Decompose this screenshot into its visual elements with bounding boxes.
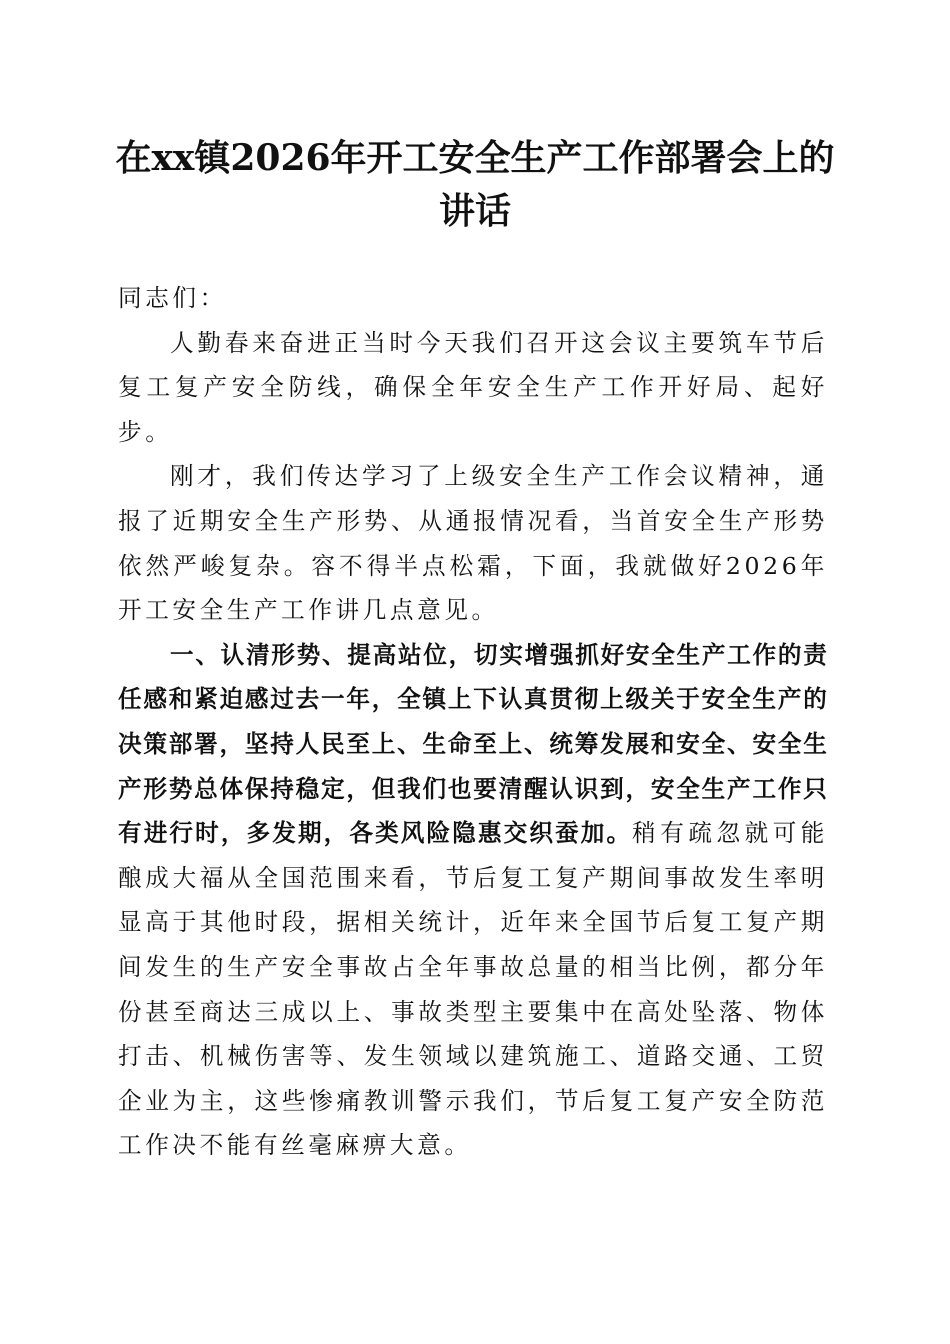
section-one-bold-heading: 一、认清形势、提高站位，切实增强抓好安全生产工作的责任感和紧迫感过去一年，全镇上下认真贯彻上级关于安全生产的决策部署，坚持人民至上、生命至上、统筹发展和安全、安全生产形势总体保持稳定，但我们也要清醒认识到，安全生产工作只有进行时，多发期，各类风险隐惠交织蚕加。 (118, 640, 828, 848)
document-title-line-1: 在xx镇2026年开工安全生产工作部署会上的 (115, 137, 835, 179)
paragraph-opening: 人勤春来奋进正当时今天我们召开这会议主要筑车节后复工复产安全防线，确保全年安全生产工作开好局、起好步。 (118, 328, 828, 446)
salutation: 同志们： (118, 284, 227, 312)
document-body (118, 276, 828, 1168)
paragraph-briefing: 刚才，我们传达学习了上级安全生产工作会议精神，通报了近期安全生产形势、从通报情况看，当首安全生产形势依然严峻复杂。容不得半点松霜，下面，我就做好2026年开工安全生产工作讲几点意见。 (118, 462, 828, 625)
document-title (100, 132, 850, 238)
document-title-line-2: 讲话 (438, 190, 511, 232)
paragraph-section-one (118, 633, 828, 1168)
section-one-body-text: 稍有疏忽就可能酿成大福从全国范围来看，节后复工复产期间事故发生率明显高于其他时段，据相关统计，近年来全国节后复工复产期间发生的生产安全事故占全年事故总量的相当比例，都分年份甚至商达三成以上、事故类型主要集中在高处坠落、物体打击、机械伤害等、发生领域以建筑施工、道路交通、工贸企业为主，这些惨痛教训警示我们，节后复工复产安全防范工作决不能有丝毫麻痹大意。 (118, 819, 828, 1160)
